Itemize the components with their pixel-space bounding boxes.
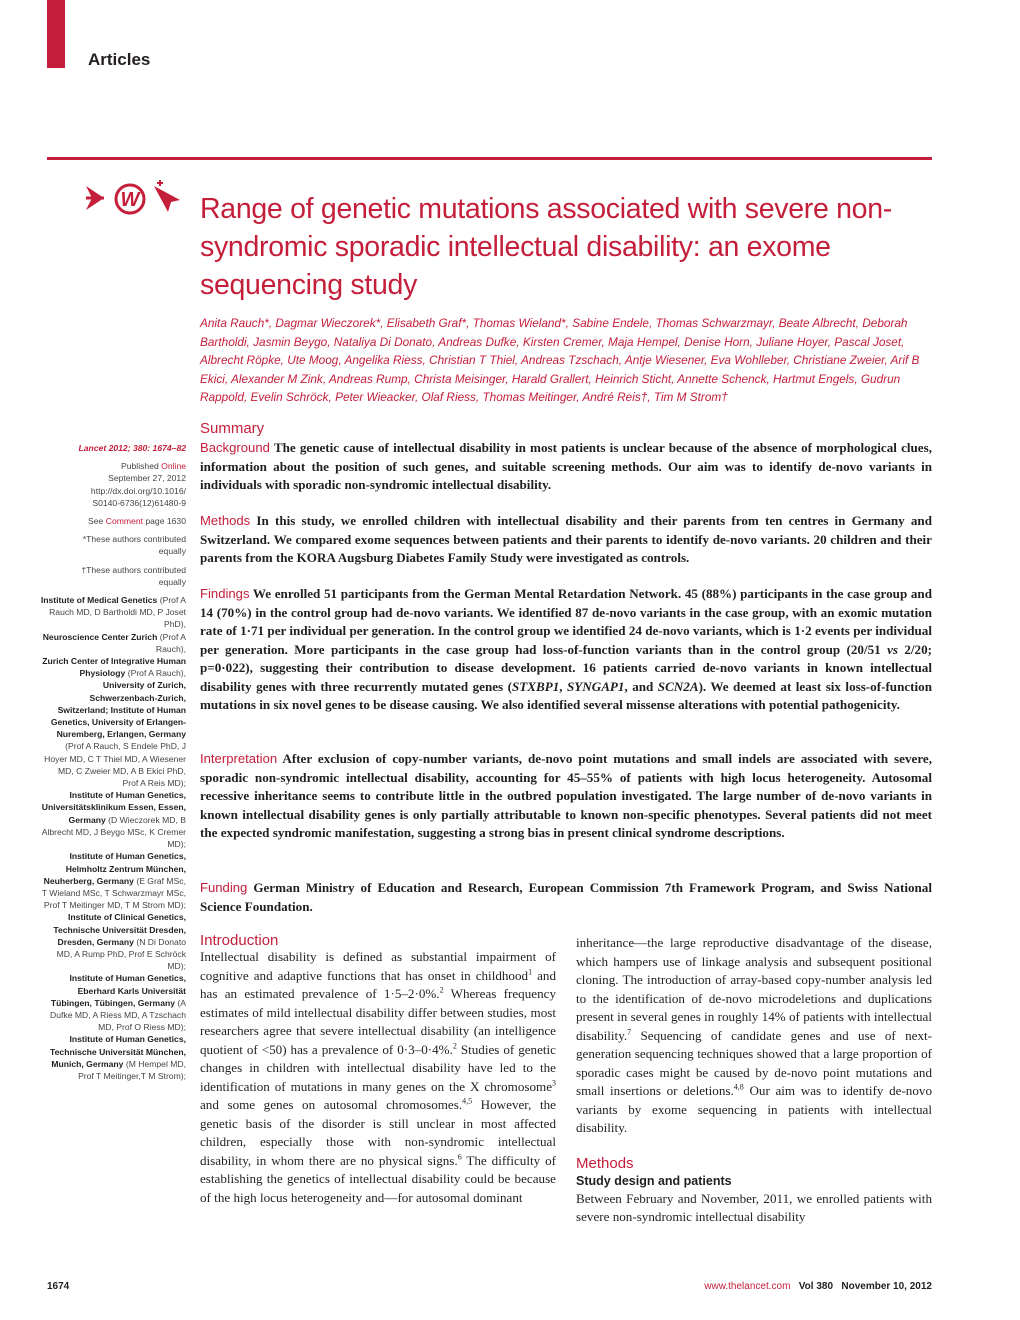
published-line xyxy=(40,460,186,472)
funding-label: Funding xyxy=(200,880,248,895)
senior-author-note: †These authors contributed equally xyxy=(81,564,186,587)
text-run: Studies of genetic changes in children with intellectual disability have led to the identification of mutations in many genes on the X chromosome xyxy=(200,1041,556,1094)
interpretation-text: After exclusion of copy-number variants, de-novo point mutations and small indels are associated with severe, sporadic non-syndromic intellectual disability, accounting for 45–55% of patients with high locus heterogeneity. Autosomal recessive inheritance seems to contribute little in the outbred population investigated. The large number of de-novo variants in known intellectual disability genes is only partially attributable to known non-specific phenotypes. Several patients did not meet the expected syndromic manifestation, suggesting a strong bias in present clinical syndrome descriptions. xyxy=(200,751,932,840)
comment-link[interactable]: Comment xyxy=(105,516,143,527)
affiliation-people: (Prof A Rauch), xyxy=(155,631,186,654)
gene-scn2a: SCN2A xyxy=(657,678,699,694)
sidebar-notes xyxy=(40,442,186,1082)
svg-text:W: W xyxy=(120,189,140,211)
affiliation-name: Zurich Center of Integrative Human Physiology xyxy=(42,656,186,679)
background-text: The genetic cause of intellectual disability in most patients is unclear because of the absence of morphological clues, information about the position of such genes, and suitable screening methods. Our aim was to identify de-novo variants in individuals with sporadic non-syndromic intellectual disability. xyxy=(200,440,932,492)
findings-vs: vs xyxy=(887,641,898,657)
equal-contribution-note: *These authors contributed equally xyxy=(82,534,186,557)
reference-marker[interactable]: 3 xyxy=(552,1078,556,1088)
affiliation-4 xyxy=(40,679,186,789)
affiliation-name: Neuroscience Center Zurich xyxy=(42,631,158,642)
affiliation-people: (A Dufke MD, A Riess MD, A Tzschach MD, Prof O Riess MD); xyxy=(50,997,186,1033)
findings-text-3: ). We deemed at least six loss-of-function mutations in six novel genes to be disease causing. We also identified several missense alterations with potential pathogenicity. xyxy=(200,678,933,712)
reference-marker[interactable]: 4,8 xyxy=(733,1082,744,1092)
at-sign-icon xyxy=(116,185,144,213)
citation: Lancet 2012; 380: 1674–82 xyxy=(78,443,186,453)
page-number: 1674 xyxy=(47,1281,70,1292)
issue-date: November 10, 2012 xyxy=(841,1281,932,1292)
summary-funding xyxy=(200,879,932,916)
affiliation-1 xyxy=(40,594,186,631)
findings-label: Findings xyxy=(200,586,250,601)
summary-findings xyxy=(200,585,932,715)
text-run: Whereas frequency estimates of mild intellectual disability differ between studies, most researchers agree that severe intellectual disability (an intelligence quotient of <50) has a prevalence of 0·3–0·4%. xyxy=(200,986,556,1057)
affiliation-8 xyxy=(40,972,186,1033)
text-run: Sequencing of candidate genes and use of next-generation sequencing techniques showed that a large proportion of sporadic cases might be caused by de-novo point mutations and small insertions or deletions. xyxy=(576,1027,932,1098)
text-run: Our aim was to identify de-novo variants by exome sequencing in patients with intellectual disability. xyxy=(576,1083,932,1135)
see-comment xyxy=(40,515,186,527)
intro-paragraph-1 xyxy=(200,948,556,1207)
affiliation-3 xyxy=(40,655,186,679)
article-title: Range of genetic mutations associated with severe non-syndromic sporadic intellectual disability: an exome sequencing study xyxy=(200,193,892,301)
text-run: However, the genetic basis of the disorder is still unclear in most affected children, especially those with non-syndromic intellectual disability, in whom there are no physical signs. xyxy=(200,1097,556,1168)
published-prefix: Published xyxy=(121,461,162,472)
findings-sep-1: , xyxy=(559,678,567,694)
findings-text-2: 2/20; p=0·022), suggesting their contribution to disease development. 16 patients carried de-novo variants in known intellectual disability genes with three recurrently mutated genes ( xyxy=(200,641,932,694)
doi-line-1[interactable]: http://dx.doi.org/10.1016/ xyxy=(90,485,186,496)
text-run: The difficulty of establishing the genetics of intellectual disability could be because of the high locus heterogeneity and—for autosomal dominant xyxy=(200,1152,556,1205)
affiliation-name: Institute of Human Genetics, Eberhard Karls Universität Tübingen, Tübingen, Germany xyxy=(50,973,186,1008)
journal-url-link[interactable]: www.thelancet.com xyxy=(704,1281,791,1292)
methods-heading: Methods xyxy=(576,1154,634,1172)
section-label: Articles xyxy=(88,50,151,69)
affiliation-2 xyxy=(40,631,186,655)
affiliation-people: (N Di Donato MD, A Rump PhD, Prof E Schröck MD); xyxy=(56,936,186,972)
affiliation-people: (D Wieczorek MD, B Albrecht MD, J Beygo MSc, K Cremer MD); xyxy=(41,814,186,850)
intro-paragraph-2 xyxy=(576,934,932,1138)
affiliation-name: Institute of Human Genetics, Helmholtz Zentrum München, Neuherberg, Germany xyxy=(43,851,186,886)
gene-syngap1: SYNGAP1 xyxy=(567,678,625,694)
affiliation-name: Institute of Human Genetics, Universitätsklinikum Essen, Essen, Germany xyxy=(41,790,186,825)
reference-marker[interactable]: 2 xyxy=(452,1041,457,1051)
reference-marker[interactable]: 7 xyxy=(627,1027,632,1037)
methods-paragraph: Between February and November, 2011, we enrolled patients with severe non-syndromic intellectual disability xyxy=(576,1190,932,1224)
affiliation-people: (Prof A Rauch), xyxy=(127,668,186,679)
section-color-bar xyxy=(47,0,65,68)
header-rule xyxy=(47,157,932,160)
summary-interpretation xyxy=(200,750,932,843)
text-run: and some genes on autosomal chromosomes. xyxy=(200,1097,463,1112)
summary-heading: Summary xyxy=(200,420,265,437)
gene-stxbp1: STXBP1 xyxy=(511,678,560,694)
access-icons xyxy=(82,178,192,218)
doi-line-2[interactable]: S0140-6736(12)61480-9 xyxy=(92,497,186,508)
introduction-heading: Introduction xyxy=(200,932,279,949)
cursor-icon xyxy=(154,180,180,212)
affiliation-name: University of Zurich, Schwerzenbach-Zurich, Switzerland; Institute of Human Genetics, University of Erlangen-Nuremberg, Erlangen, Germany xyxy=(50,680,186,740)
affiliation-people: (Prof A Rauch MD, D Bartholdi MD, P Joset PhD), xyxy=(49,595,186,630)
reference-marker[interactable]: 6 xyxy=(457,1152,462,1162)
methods-text: In this study, we enrolled children with intellectual disability and their parents from ten centres in Germany and Switzerland. We compared exome sequences between patients and their parents to identify de-novo variants. 20 children and their parents from the KORA Augsburg Diabetes Family Study were investigated as controls. xyxy=(200,513,932,565)
volume: Vol 380 xyxy=(798,1281,834,1292)
text-run: and has an estimated prevalence of 1·5–2·0%. xyxy=(200,967,556,1001)
affiliation-9 xyxy=(40,1033,186,1082)
body-column-1 xyxy=(200,948,556,1207)
background-label: Background xyxy=(200,440,270,455)
see-prefix: See xyxy=(88,516,106,527)
see-suffix: page 1630 xyxy=(142,516,186,527)
affiliation-5 xyxy=(40,789,186,850)
findings-text-1: We enrolled 51 participants from the German Mental Retardation Network. 45 (88%) participants in the case group and 14 (70%) in the control group had de-novo variants. We identified 87 de-novo variants in the case group, with an exomic mutation rate of 1·71 per individual per generation. In the control group we identified 24 de-novo variants, which is 1·2 events per individual per generation. More participants in the case group had loss-of-function variants than in the control group (20/51 xyxy=(200,586,932,657)
summary-methods xyxy=(200,512,932,568)
findings-sep-2: , and xyxy=(624,678,658,694)
body-column-2 xyxy=(576,934,932,1227)
text-run: Intellectual disability is defined as substantial impairment of cognitive and adaptive functions that has onset in childhood xyxy=(200,949,556,983)
affiliation-people: (E Graf MSc, T Wieland MSc, T Schwarzmayr MSc, Prof T Meitinger MD, T M Strom MD); xyxy=(41,875,186,911)
reference-marker[interactable]: 4,5 xyxy=(462,1096,473,1106)
published-online-link[interactable]: Online xyxy=(161,461,186,472)
affiliation-name: Institute of Medical Genetics xyxy=(40,595,158,606)
affiliation-name: Institute of Human Genetics, Technische Universität München, Munich, Germany xyxy=(50,1034,186,1069)
arrow-icon xyxy=(86,186,104,210)
study-design-subheading: Study design and patients xyxy=(576,1173,732,1188)
methods-label: Methods xyxy=(200,513,251,528)
interpretation-label: Interpretation xyxy=(200,751,278,766)
footer-info xyxy=(640,1281,932,1292)
affiliation-6 xyxy=(40,850,186,911)
affiliation-7 xyxy=(40,911,186,972)
published-date: September 27, 2012 xyxy=(108,473,186,484)
author-list: Anita Rauch*, Dagmar Wieczorek*, Elisabeth Graf*, Thomas Wieland*, Sabine Endele, Thomas Schwarzmayr, Beate Albrecht, Deborah Bartholdi, Jasmin Beygo, Nataliya Di Donato, Andreas Dufke, Kirsten Cremer, Maja Hempel, Denise Horn, Juliane Hoyer, Pascal Joset, Albrecht Röpke, Ute Moog, Angelika Riess, Christian T Thiel, Andreas Tzschach, Antje Wiesener, Eva Wohlleber, Christiane Zweier, Arif B Ekici, Alexander M Zink, Andreas Rump, Christa Meisinger, Harald Grallert, Heinrich Sticht, Annette Schenck, Hartmut Engels, Gudrun Rappold, Evelin Schröck, Peter Wieacker, Olaf Riess, Thomas Meitinger, André Reis†, Tim M Strom† xyxy=(200,316,920,405)
text-run: inheritance—the large reproductive disadvantage of the disease, which hampers use of linkage analysis and subsequent positional cloning. The introduction of array-based copy-number analysis led to the identification of de-novo microdeletions and duplications present in several genes in roughly 14% of patients with intellectual disability. xyxy=(576,935,932,1043)
affiliation-people: (Prof A Rauch, S Endele PhD, J Hoyer MD, C T Thiel MD, A Wiesener MD, C Zweier MD, A B Ekici PhD, Prof A Reis MD); xyxy=(44,741,186,789)
affiliation-people: (M Hempel MD, Prof T Meitinger,T M Strom); xyxy=(78,1058,186,1081)
affiliation-name: Institute of Clinical Genetics, Technische Universität Dresden, Dresden, Germany xyxy=(53,912,186,947)
reference-marker[interactable]: 1 xyxy=(528,967,533,977)
funding-text: German Ministry of Education and Research, European Commission 7th Framework Program, and Swiss National Science Foundation. xyxy=(200,880,932,914)
summary-background xyxy=(200,439,932,495)
reference-marker[interactable]: 2 xyxy=(439,985,444,995)
